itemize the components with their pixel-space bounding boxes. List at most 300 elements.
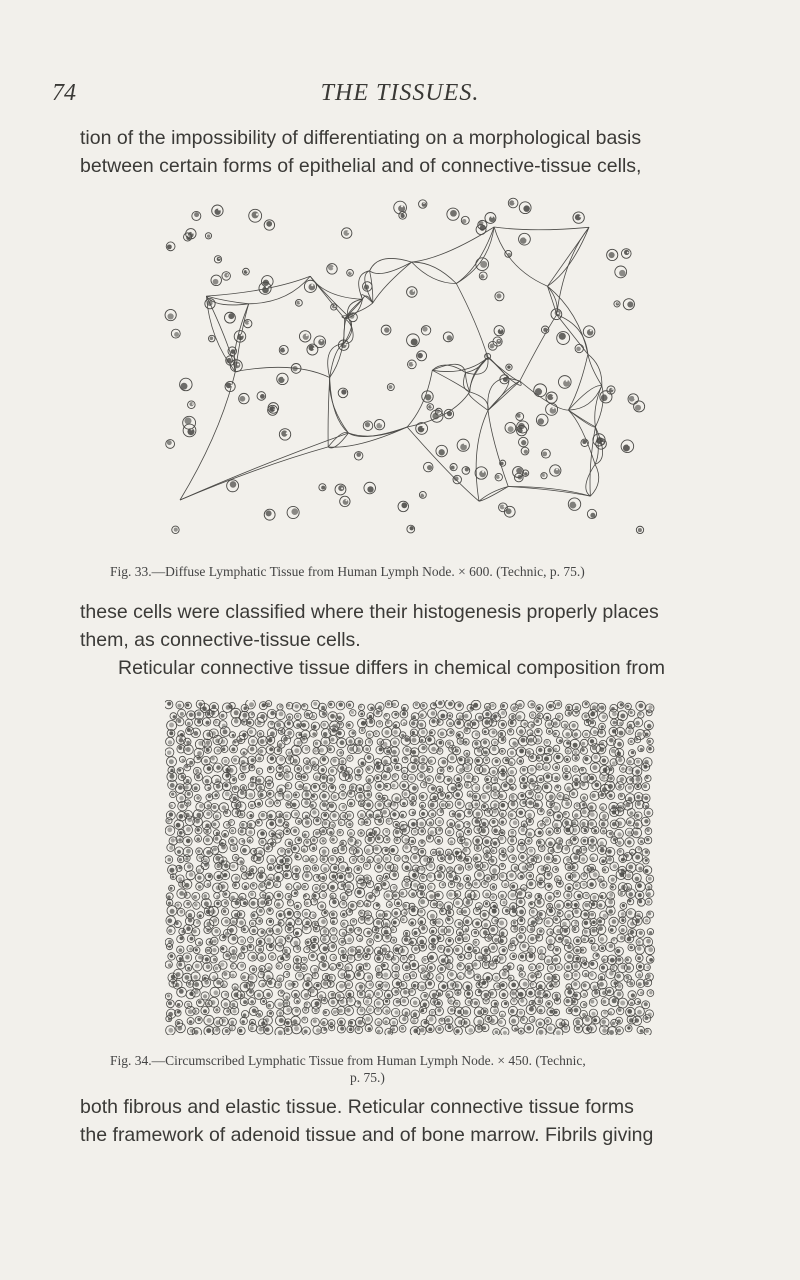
cell-nucleus — [417, 773, 425, 781]
cell-nucleus — [286, 884, 292, 890]
cell-nucleus — [240, 998, 248, 1006]
cell-nucleus — [528, 775, 537, 784]
cell-nucleus — [195, 773, 203, 781]
cell-nucleus — [355, 774, 361, 780]
cell-nucleus — [204, 810, 213, 819]
cell-nucleus — [412, 865, 419, 872]
cell-nucleus — [407, 360, 416, 369]
cell-nucleus — [213, 812, 221, 820]
cell-nucleus — [201, 862, 209, 870]
cell-nucleus — [473, 939, 479, 945]
cell-nucleus — [187, 935, 195, 943]
cell-nucleus — [341, 228, 351, 238]
cell-nucleus — [623, 299, 634, 310]
reticular-fibre — [456, 227, 494, 284]
reticular-fibre — [508, 486, 590, 496]
cell-nucleus — [321, 721, 329, 729]
cell-nucleus — [518, 873, 525, 880]
cell-nucleus — [238, 773, 245, 780]
cell-nucleus — [187, 945, 193, 951]
cell-nucleus — [418, 848, 426, 856]
cell-nucleus — [291, 810, 299, 818]
cell-nucleus — [193, 961, 203, 971]
cell-nucleus — [519, 971, 525, 977]
cell-nucleus — [439, 801, 447, 809]
cell-nucleus — [295, 853, 302, 860]
cell-nucleus — [275, 1027, 285, 1035]
cell-nucleus — [358, 800, 365, 807]
cell-nucleus — [248, 756, 256, 764]
cell-nucleus — [572, 730, 581, 739]
cell-nucleus — [266, 736, 275, 745]
cell-nucleus — [350, 710, 356, 716]
cell-nucleus — [266, 1001, 274, 1009]
cell-nucleus — [481, 1024, 489, 1032]
cell-nucleus — [535, 793, 543, 801]
reticular-fibre — [590, 464, 598, 496]
cell-nucleus — [204, 881, 211, 888]
cell-nucleus — [366, 731, 373, 738]
cell-nucleus — [229, 732, 235, 738]
cell-nucleus — [239, 839, 245, 845]
cell-nucleus — [435, 1000, 443, 1008]
cell-nucleus — [368, 704, 375, 711]
cell-nucleus — [228, 347, 237, 356]
cell-nucleus — [195, 835, 202, 842]
cell-nucleus — [430, 793, 439, 802]
cell-nucleus — [311, 783, 320, 792]
cell-nucleus — [222, 782, 231, 791]
cell-nucleus — [560, 926, 570, 936]
cell-nucleus — [510, 784, 516, 790]
cell-nucleus — [259, 980, 266, 987]
cell-nucleus — [563, 729, 572, 738]
cell-nucleus — [544, 872, 552, 880]
cell-nucleus — [357, 935, 363, 941]
cell-nucleus — [410, 881, 420, 891]
cell-nucleus — [508, 719, 516, 727]
cell-nucleus — [247, 944, 254, 951]
cell-nucleus — [457, 883, 463, 889]
cell-nucleus — [354, 866, 362, 874]
cell-nucleus — [498, 891, 506, 899]
reticular-fibre — [520, 315, 557, 381]
cell-nucleus — [588, 720, 595, 727]
cell-nucleus — [508, 198, 518, 208]
cell-nucleus — [210, 756, 217, 763]
cell-nucleus — [636, 847, 642, 853]
cell-nucleus — [335, 484, 346, 495]
cell-nucleus — [572, 766, 578, 772]
cell-nucleus — [544, 739, 551, 746]
cell-nucleus — [348, 830, 355, 837]
cell-nucleus — [275, 899, 284, 908]
cell-nucleus — [399, 889, 407, 897]
cell-nucleus — [230, 745, 238, 753]
reticular-fibre — [373, 262, 412, 303]
cell-nucleus — [338, 882, 346, 890]
cell-nucleus — [536, 1019, 545, 1028]
cell-nucleus — [165, 993, 172, 1000]
cell-nucleus — [420, 1000, 429, 1009]
cell-nucleus — [295, 837, 302, 844]
cell-nucleus — [587, 509, 596, 518]
cell-nucleus — [493, 1029, 500, 1035]
cell-nucleus — [473, 907, 480, 914]
cell-nucleus — [474, 974, 481, 981]
cell-nucleus — [225, 312, 236, 323]
cell-nucleus — [266, 746, 274, 754]
cell-nucleus — [229, 862, 238, 871]
cell-nucleus — [310, 837, 317, 844]
cell-nucleus — [516, 933, 525, 942]
cell-nucleus — [335, 873, 345, 883]
cell-nucleus — [534, 855, 542, 863]
cell-nucleus — [438, 729, 447, 738]
cell-nucleus — [256, 918, 263, 925]
cell-nucleus — [229, 702, 235, 708]
cell-nucleus — [329, 1025, 335, 1031]
cell-nucleus — [428, 709, 437, 718]
cell-nucleus — [533, 736, 542, 745]
cell-nucleus — [330, 836, 337, 843]
cell-nucleus — [230, 360, 242, 372]
cell-nucleus — [400, 799, 408, 807]
cell-nucleus — [376, 981, 383, 988]
cell-nucleus — [498, 736, 506, 744]
cell-nucleus — [554, 827, 560, 833]
cell-nucleus — [609, 997, 619, 1007]
cell-nucleus — [208, 335, 215, 342]
cell-nucleus — [344, 970, 354, 980]
cell-nucleus — [446, 917, 454, 925]
cell-nucleus — [232, 756, 240, 764]
cell-nucleus — [633, 1016, 642, 1025]
cell-nucleus — [390, 884, 397, 891]
cell-nucleus — [553, 764, 560, 771]
cell-nucleus — [294, 883, 301, 890]
cell-nucleus — [490, 884, 497, 891]
cell-nucleus — [537, 808, 544, 815]
cell-nucleus — [395, 763, 402, 770]
cell-nucleus — [569, 789, 577, 797]
cell-nucleus — [638, 746, 644, 752]
cell-nucleus — [258, 790, 267, 799]
cell-nucleus — [519, 233, 531, 245]
cell-nucleus — [205, 233, 211, 239]
cell-nucleus — [277, 785, 286, 794]
cell-nucleus — [589, 937, 595, 943]
cell-nucleus — [392, 908, 401, 917]
cell-nucleus — [518, 839, 525, 846]
cell-nucleus — [213, 735, 222, 744]
cell-nucleus — [557, 910, 563, 916]
cell-nucleus — [364, 482, 376, 494]
reticular-fibre — [470, 357, 488, 392]
cell-nucleus — [636, 701, 646, 711]
cell-nucleus — [419, 491, 426, 498]
cell-nucleus — [490, 894, 497, 901]
cell-nucleus — [480, 793, 489, 802]
cell-nucleus — [464, 750, 470, 756]
cell-nucleus — [454, 1027, 463, 1035]
cell-nucleus — [224, 1008, 231, 1015]
cell-nucleus — [509, 855, 517, 863]
cell-nucleus — [499, 863, 505, 869]
cell-nucleus — [583, 901, 592, 910]
cell-nucleus — [184, 892, 190, 898]
cell-nucleus — [307, 344, 318, 355]
cell-nucleus — [401, 736, 411, 746]
cell-nucleus — [525, 837, 532, 844]
cell-nucleus — [455, 1017, 465, 1027]
cell-nucleus — [295, 299, 302, 306]
cell-nucleus — [375, 781, 384, 790]
cell-nucleus — [364, 928, 373, 937]
cell-nucleus — [293, 792, 299, 798]
cell-nucleus — [227, 480, 239, 492]
cell-nucleus — [580, 846, 587, 853]
cell-nucleus — [401, 767, 407, 773]
cell-nucleus — [183, 825, 193, 835]
cell-nucleus — [420, 874, 427, 881]
cell-nucleus — [647, 990, 654, 997]
cell-nucleus — [376, 1027, 383, 1034]
cell-nucleus — [465, 883, 471, 889]
cell-nucleus — [572, 810, 581, 819]
cell-nucleus — [581, 961, 589, 969]
cell-nucleus — [291, 890, 298, 897]
cell-nucleus — [177, 987, 187, 997]
cell-nucleus — [303, 765, 312, 774]
cell-nucleus — [439, 882, 445, 888]
cell-nucleus — [221, 999, 230, 1008]
figure-33-illustration — [160, 195, 650, 540]
cell-nucleus — [617, 1007, 624, 1014]
cell-nucleus — [488, 943, 497, 952]
cell-nucleus — [237, 962, 245, 970]
cell-nucleus — [581, 1002, 587, 1008]
cell-nucleus — [246, 700, 256, 709]
cell-nucleus — [262, 276, 274, 288]
cell-nucleus — [322, 910, 329, 917]
cell-nucleus — [499, 748, 505, 754]
cell-nucleus — [617, 934, 625, 942]
cell-nucleus — [572, 908, 581, 917]
cell-nucleus — [596, 744, 606, 754]
cell-nucleus — [192, 784, 200, 792]
cell-nucleus — [535, 828, 543, 836]
cell-nucleus — [179, 881, 185, 887]
cell-nucleus — [364, 973, 373, 982]
cell-nucleus — [535, 898, 545, 908]
cell-nucleus — [473, 919, 482, 928]
cell-nucleus — [526, 988, 535, 997]
cell-nucleus — [521, 1017, 528, 1024]
cell-nucleus — [221, 900, 228, 907]
cell-nucleus — [436, 990, 443, 997]
cell-nucleus — [320, 756, 329, 765]
cell-nucleus — [499, 873, 507, 881]
cell-nucleus — [426, 776, 434, 784]
cell-nucleus — [461, 1007, 471, 1017]
cell-nucleus — [331, 757, 340, 766]
cell-nucleus — [465, 1025, 474, 1034]
cell-nucleus — [502, 881, 509, 888]
cell-nucleus — [170, 791, 177, 798]
cell-nucleus — [176, 718, 184, 726]
cell-nucleus — [166, 818, 172, 824]
cell-nucleus — [242, 268, 249, 275]
cell-nucleus — [625, 784, 633, 792]
cell-nucleus — [412, 928, 420, 936]
cell-nucleus — [422, 391, 433, 402]
cell-nucleus — [295, 713, 302, 720]
cell-nucleus — [185, 719, 192, 726]
cell-nucleus — [438, 758, 448, 768]
cell-nucleus — [337, 749, 344, 756]
cell-nucleus — [581, 794, 588, 801]
figure-34-caption — [110, 1052, 586, 1086]
cell-nucleus — [636, 929, 644, 937]
cell-nucleus — [642, 849, 649, 856]
cell-nucleus — [310, 844, 317, 851]
cell-nucleus — [240, 982, 250, 992]
cell-nucleus — [355, 1001, 361, 1007]
cell-nucleus — [598, 935, 607, 944]
cell-nucleus — [303, 872, 313, 882]
cell-nucleus — [302, 704, 308, 710]
cell-nucleus — [590, 791, 599, 800]
cell-nucleus — [446, 963, 453, 970]
text-line: the framework of adenoid tissue and of bone marrow. Fibrils giving — [80, 1124, 654, 1146]
cell-nucleus — [636, 971, 643, 978]
cell-nucleus — [615, 947, 624, 956]
paragraph-top — [80, 124, 760, 180]
cell-nucleus — [428, 785, 436, 793]
cell-nucleus — [276, 963, 282, 969]
cell-nucleus — [628, 929, 637, 938]
cell-nucleus — [375, 835, 383, 843]
cell-nucleus — [634, 758, 642, 766]
cell-nucleus — [267, 908, 274, 915]
cell-nucleus — [550, 465, 561, 476]
cell-nucleus — [254, 854, 264, 864]
cell-nucleus — [374, 1008, 381, 1015]
cell-nucleus — [367, 939, 374, 946]
cell-nucleus — [499, 853, 507, 861]
reticular-fibre — [330, 318, 345, 377]
cell-nucleus — [609, 709, 619, 719]
cell-nucleus — [376, 721, 382, 727]
cell-nucleus — [239, 953, 245, 959]
cell-nucleus — [581, 990, 588, 997]
cell-nucleus — [498, 720, 506, 728]
cell-nucleus — [309, 952, 318, 961]
cell-nucleus — [568, 498, 580, 510]
cell-nucleus — [166, 440, 175, 449]
cell-nucleus — [381, 881, 390, 890]
cell-nucleus — [448, 970, 457, 979]
cell-nucleus — [344, 935, 353, 944]
cell-nucleus — [304, 710, 312, 718]
cell-nucleus — [319, 873, 327, 881]
cell-nucleus — [258, 929, 266, 937]
cell-nucleus — [302, 883, 309, 890]
cell-nucleus — [488, 989, 497, 998]
cell-nucleus — [166, 899, 173, 906]
cell-nucleus — [498, 1018, 506, 1026]
cell-nucleus — [195, 873, 204, 882]
cell-nucleus — [573, 709, 580, 716]
cell-nucleus — [165, 700, 173, 709]
cell-nucleus — [448, 881, 454, 887]
cell-nucleus — [303, 894, 309, 900]
cell-nucleus — [410, 998, 419, 1007]
cell-nucleus — [646, 710, 652, 716]
cell-nucleus — [600, 804, 607, 811]
cell-nucleus — [583, 756, 592, 765]
cell-nucleus — [625, 957, 631, 963]
cell-nucleus — [497, 954, 506, 963]
cell-nucleus — [346, 889, 352, 895]
cell-nucleus — [374, 419, 384, 429]
cell-nucleus — [303, 758, 309, 764]
cell-nucleus — [285, 893, 291, 899]
cell-nucleus — [173, 980, 182, 989]
cell-nucleus — [526, 790, 534, 798]
cell-nucleus — [193, 767, 201, 775]
cell-nucleus — [427, 952, 437, 962]
cell-nucleus — [255, 945, 264, 954]
cell-nucleus — [328, 785, 335, 792]
cell-nucleus — [399, 946, 409, 956]
cell-nucleus — [600, 391, 612, 403]
cell-nucleus — [636, 963, 644, 971]
reticular-fibre — [568, 386, 601, 411]
cell-nucleus — [336, 701, 345, 710]
cell-nucleus — [167, 1000, 175, 1008]
cell-nucleus — [556, 737, 562, 743]
cell-nucleus — [278, 728, 285, 735]
cell-nucleus — [569, 721, 578, 730]
cell-nucleus — [366, 981, 374, 989]
cell-nucleus — [489, 703, 496, 710]
cell-nucleus — [267, 709, 276, 718]
cell-nucleus — [628, 738, 634, 744]
cell-nucleus — [265, 963, 272, 970]
cell-nucleus — [593, 953, 599, 959]
cell-nucleus — [401, 720, 407, 726]
cell-nucleus — [587, 879, 596, 888]
cell-nucleus — [241, 845, 251, 855]
cell-nucleus — [529, 964, 536, 971]
cell-nucleus — [489, 857, 497, 865]
cell-nucleus — [643, 866, 652, 875]
cell-nucleus — [219, 711, 227, 719]
cell-nucleus — [608, 1009, 614, 1015]
cell-nucleus — [358, 856, 365, 863]
cell-nucleus — [646, 973, 654, 981]
cell-nucleus — [409, 784, 419, 794]
cell-nucleus — [527, 730, 533, 736]
cell-nucleus — [621, 249, 631, 259]
cell-nucleus — [358, 811, 366, 819]
cell-nucleus — [564, 756, 570, 762]
circumscribed-tissue-drawing — [165, 700, 660, 1035]
cell-nucleus — [590, 763, 600, 773]
cell-nucleus — [483, 998, 489, 1004]
